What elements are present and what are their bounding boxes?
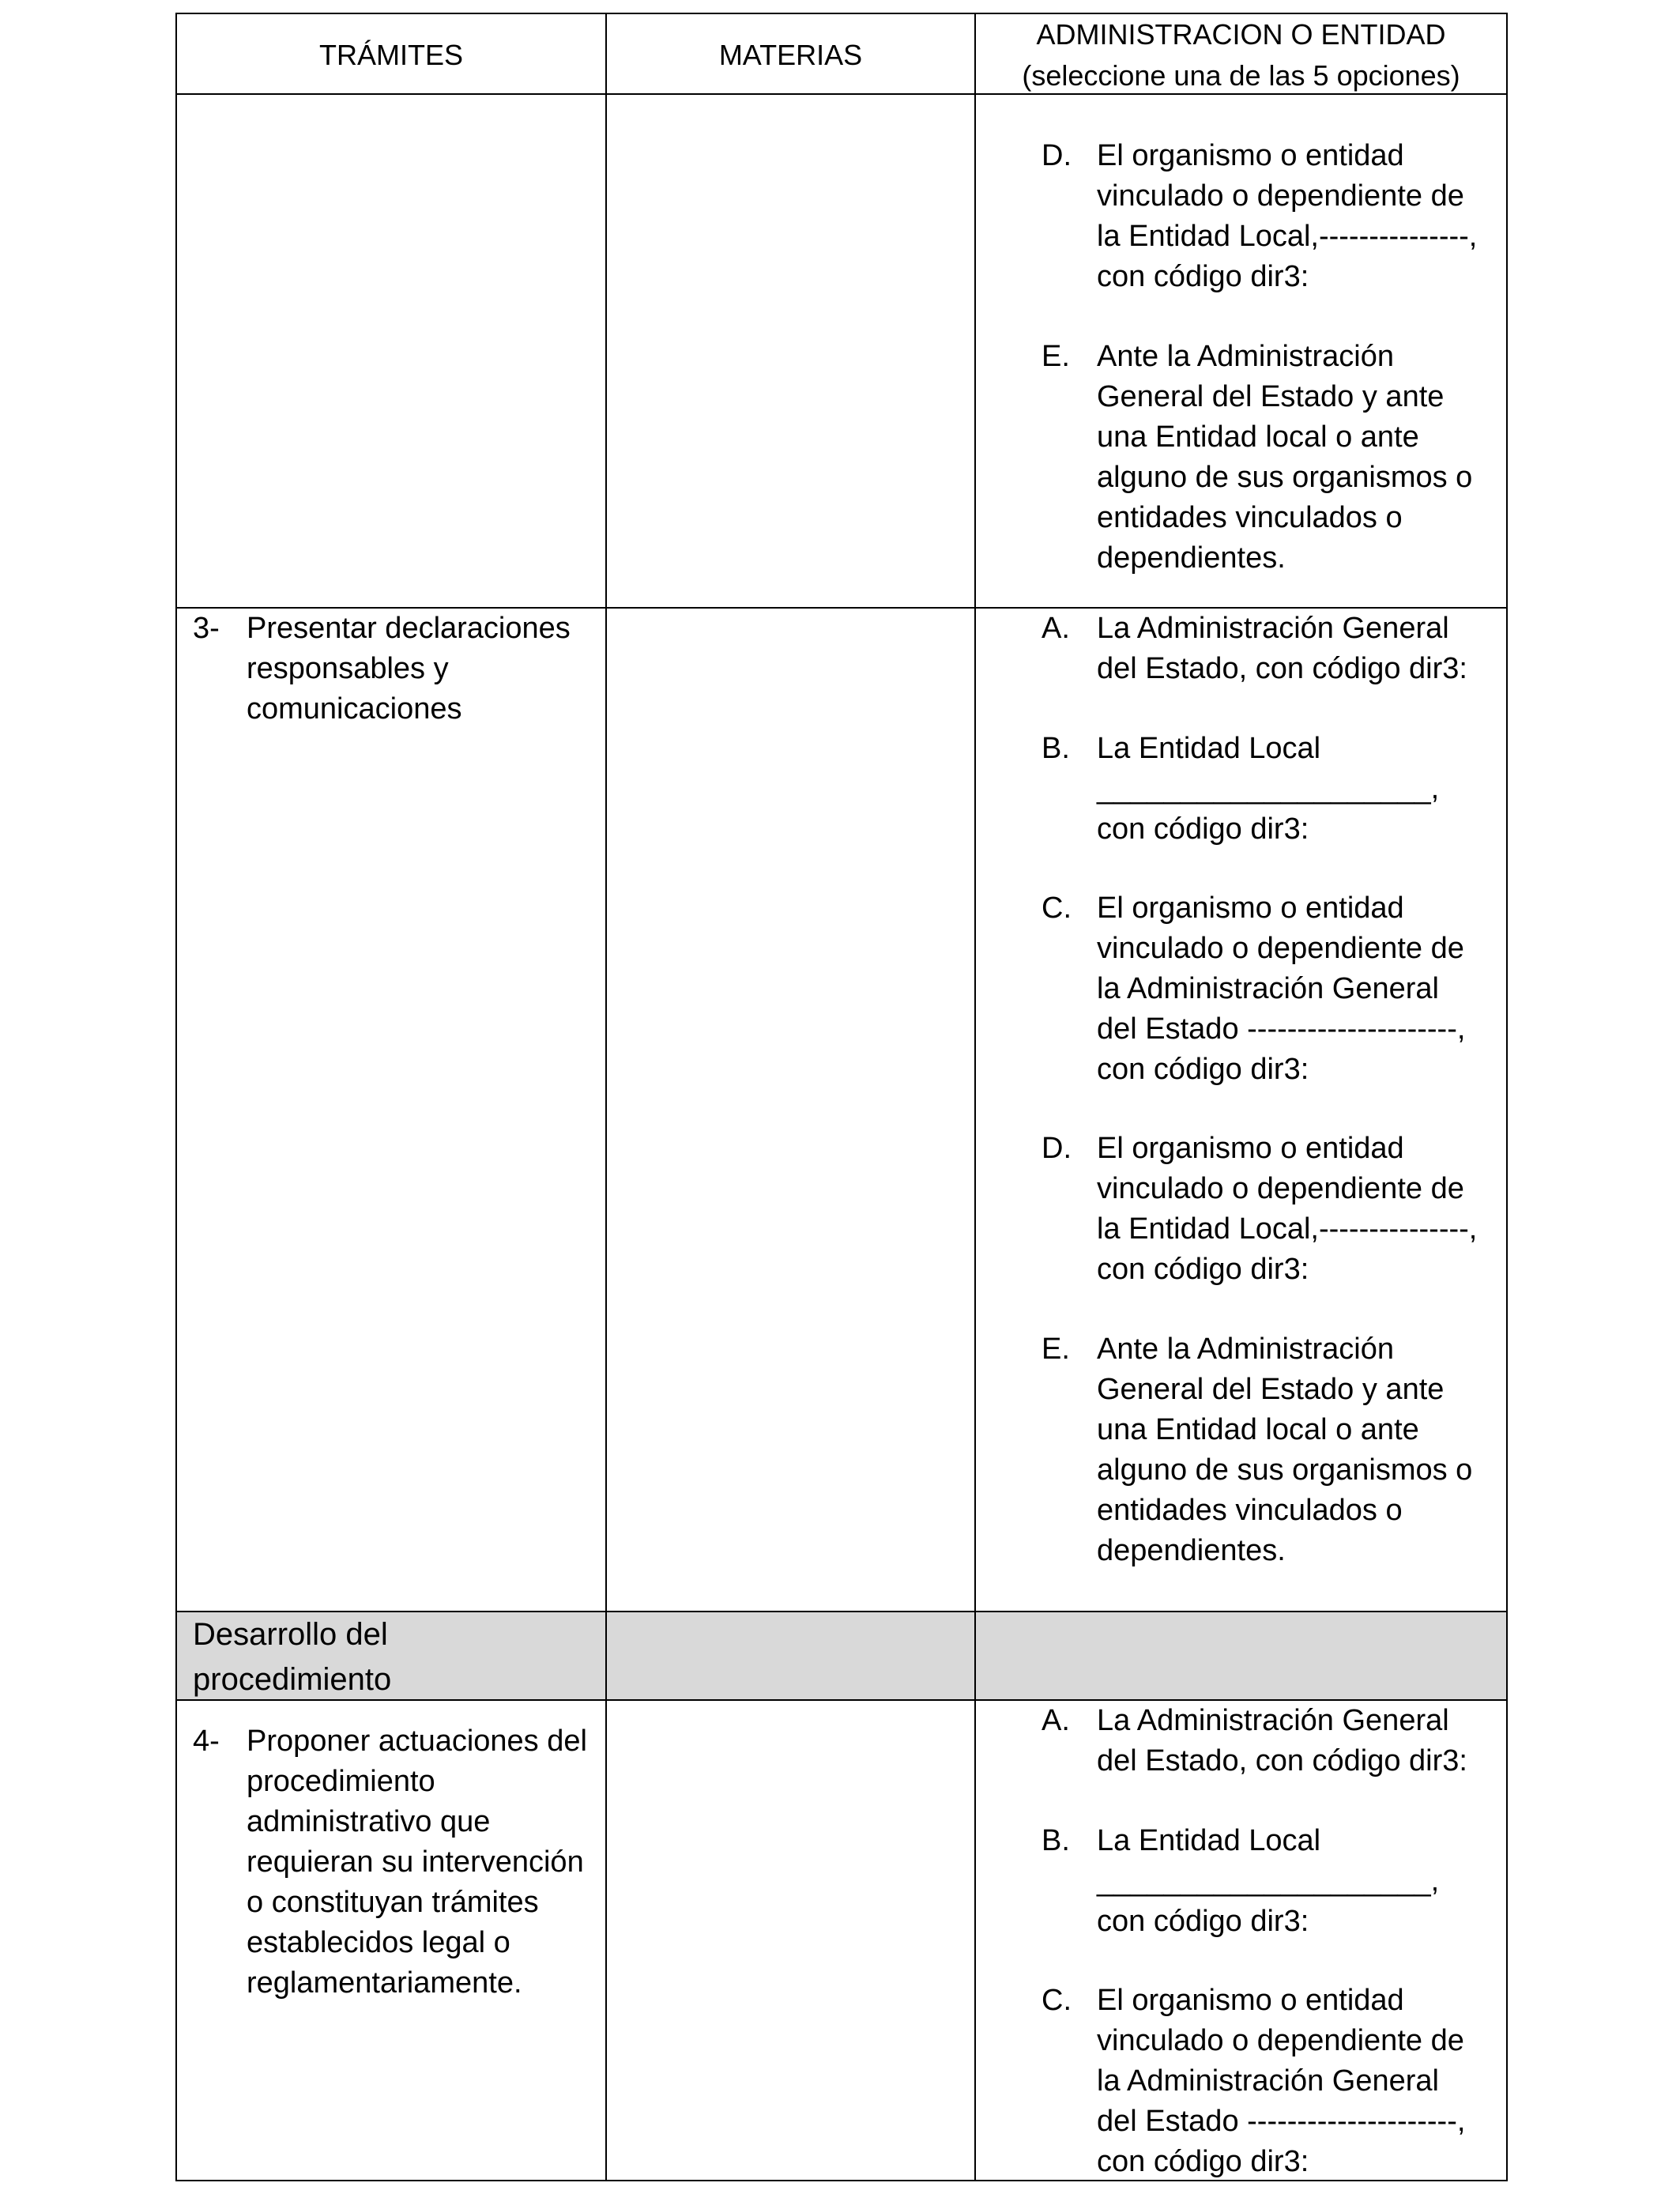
option-letter: B. <box>1042 732 1070 765</box>
option-text: El organismo o entidad vinculado o dependiente de la Entidad Local,---------------, con código dir3: <box>1097 139 1478 293</box>
option-letter: C. <box>1042 892 1072 925</box>
row4-tramite: Proponer actuaciones del procedimiento administrativo que requieran su intervención o constituyan trámites establecidos legal o reglamentariamente. <box>247 1725 587 2000</box>
header-materias <box>607 35 974 76</box>
header-administracion-subtitle: (seleccione una de las 5 opciones) <box>1022 59 1460 92</box>
option-letter: A. <box>1042 1704 1070 1737</box>
option-letter: E. <box>1042 1333 1070 1366</box>
header-materias-label: MATERIAS <box>718 39 863 71</box>
header-tramites <box>177 35 605 76</box>
option-text: Ante la Administración General del Estado y ante una Entidad local o ante alguno de sus organismos o entidades vinculados o dependientes. <box>1097 1333 1473 1567</box>
option-letter: E. <box>1042 340 1070 373</box>
option-text: Ante la Administración General del Estado y ante una Entidad local o ante alguno de sus organismos o entidades vinculados o dependientes. <box>1097 340 1473 575</box>
option-letter: D. <box>1042 1132 1072 1165</box>
option-letter: C. <box>1042 1984 1072 2017</box>
option-letter: D. <box>1042 139 1072 172</box>
row3-number: 3- <box>193 612 220 645</box>
option-text: La Entidad Local ____________________, con código dir3: <box>1097 732 1440 846</box>
option-text: La Entidad Local ____________________, con código dir3: <box>1097 1824 1440 1938</box>
row3-tramite: Presentar declaraciones responsables y comunicaciones <box>247 612 571 726</box>
header-administracion-title: ADMINISTRACION O ENTIDAD <box>1036 18 1446 51</box>
option-text: La Administración General del Estado, con código dir3: <box>1097 1704 1467 1777</box>
column-divider-2 <box>974 13 976 2181</box>
option-text: El organismo o entidad vinculado o dependiente de la Administración General del Estado ---------------------, con código dir3: <box>1097 1984 1466 2178</box>
header-tramites-label: TRÁMITES <box>318 39 463 71</box>
header-administracion <box>976 14 1506 96</box>
row4-number: 4- <box>193 1725 220 1758</box>
option-letter: B. <box>1042 1824 1070 1857</box>
option-text: El organismo o entidad vinculado o dependiente de la Administración General del Estado ---------------------, con código dir3: <box>1097 892 1466 1086</box>
option-letter: A. <box>1042 612 1070 645</box>
option-text: La Administración General del Estado, con código dir3: <box>1097 612 1467 685</box>
option-text: El organismo o entidad vinculado o dependiente de la Entidad Local,---------------, con código dir3: <box>1097 1132 1478 1286</box>
section-title: Desarrollo del procedimiento <box>193 1617 392 1697</box>
